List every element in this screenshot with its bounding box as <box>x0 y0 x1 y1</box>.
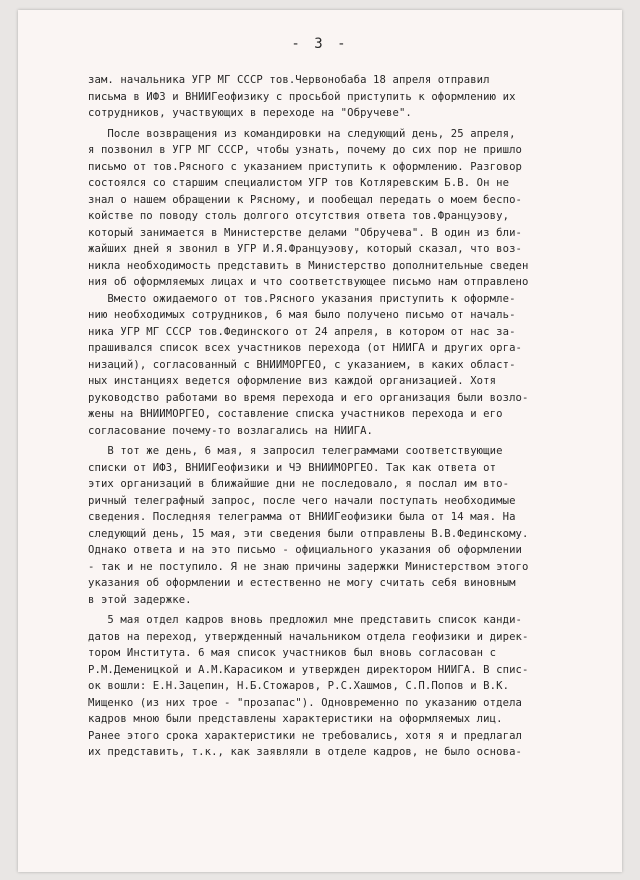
text-line: Ранее этого срока характеристики не требовались, хотя я и предлагал <box>88 729 523 742</box>
text-line: ричный телеграфный запрос, после чего начали поступать необходимые <box>88 494 516 507</box>
text-line: знал о нашем обращении к Рясному, и пообещал передать о моем беспо- <box>88 193 523 206</box>
text-line: этих организаций в ближайшие дни не последовало, я послал им вто- <box>88 478 510 490</box>
text-line: тором Института. 6 мая список участников был вновь согласован с <box>88 647 497 659</box>
text-line: 5 мая отдел кадров вновь предложил мне представить список канди- <box>88 614 523 626</box>
text-line: письмо от тов.Рясного с указанием приступить к оформлению. Разговор <box>88 160 523 173</box>
text-line: койстве по поводу столь долгого отсутствия ответа тов.Француэову, <box>88 210 510 222</box>
text-line: указания об оформлении и естественно не могу считать себя виновным <box>88 577 516 589</box>
text-line: сотрудников, участвующих в переходе на "Обручеве". <box>88 107 412 119</box>
paragraph <box>88 443 618 608</box>
text-line: ния об оформляемых лицах и что соответствующее письмо нам отправлено <box>88 276 529 288</box>
text-line: нию необходимых сотрудников, 6 мая было получено письмо от началь- <box>88 309 516 321</box>
paragraph <box>88 72 618 122</box>
text-line: я позвонил в УГР МГ СССР, чтобы узнать, почему до сих пор не пришло <box>88 144 523 156</box>
text-line: жены на ВНИИМОРГЕО, составление списка участников перехода и его <box>88 408 503 420</box>
text-line: После возвращения из командировки на следующий день, 25 апреля, <box>88 127 516 140</box>
text-line: никла необходимость представить в Министерство дополнительные сведен <box>88 259 529 272</box>
text-line: ных инстанциях ведется оформление виз каждой организацией. Хотя <box>88 375 497 387</box>
text-line: состоялся со старшим специалистом УГР тов Котляревским Б.В. Он не <box>88 177 510 189</box>
text-line: Однако ответа и на это письмо - официального указания об оформлении <box>88 544 523 556</box>
document-body <box>88 72 618 761</box>
text-line: руководство работами во время перехода и его организация были возло- <box>88 391 529 404</box>
text-line: Р.М.Деменицкой и А.М.Карасиком и утвержден директором НИИГА. В спис- <box>88 663 529 676</box>
text-line: прашивался список всех участников перехода (от НИИГА и других орга- <box>88 342 523 354</box>
paragraph <box>88 612 618 761</box>
page-number: - 3 - <box>291 36 349 52</box>
text-line: который занимается в Министерстве делами "Обручева". В один из бли- <box>88 226 523 239</box>
paragraph <box>88 126 618 440</box>
text-line: зам. начальника УГР МГ СССР тов.Червонобаба 18 апреля отправил <box>88 74 490 86</box>
text-line: В тот же день, 6 мая, я запросил телеграммами соответствующие <box>88 445 503 457</box>
text-line: кадров мною были представлены характеристики на оформляемых лиц. <box>88 713 503 725</box>
text-line: Мищенко (из них трое - "прозапас"). Одновременно по указанию отдела <box>88 696 523 709</box>
text-line: письма в ИФЗ и ВНИИГеофизику с просьбой приступить к оформлению их <box>88 90 516 103</box>
text-line: датов на переход, утвержденный начальником отдела геофизики и дирек- <box>88 630 529 643</box>
text-line: согласование почему-то возлагались на НИИГА. <box>88 424 374 437</box>
text-line: - так и не поступило. Я не знаю причины задержки Министерством этого <box>88 560 529 573</box>
text-line: ок вошли: Е.Н.Зацепин, Н.Б.Стожаров, Р.С.Хашмов, С.П.Попов и В.К. <box>88 680 510 692</box>
document-page <box>18 10 622 872</box>
text-line: ника УГР МГ СССР тов.Фединского от 24 апреля, в котором от нас за- <box>88 325 516 338</box>
text-line: их представить, т.к., как заявляли в отделе кадров, не было основа- <box>88 746 523 758</box>
text-line: низаций), согласованный с ВНИИМОРГЕО, с указанием, в каких област- <box>88 358 516 371</box>
text-line: в этой задержке. <box>88 593 192 606</box>
text-line: жайших дней я звонил в УГР И.Я.Француэову, который сказал, что воз- <box>88 243 523 255</box>
text-line: сведения. Последняя телеграмма от ВНИИГеофизики была от 14 мая. На <box>88 511 516 523</box>
text-line: списки от ИФЗ, ВНИИГеофизики и ЧЭ ВНИИМОРГЕО. Так как ответа от <box>88 461 497 474</box>
text-line: следующий день, 15 мая, эти сведения были отправлены В.В.Фединскому. <box>88 527 529 540</box>
text-line: Вместо ожидаемого от тов.Рясного указания приступить к оформле- <box>88 292 516 305</box>
